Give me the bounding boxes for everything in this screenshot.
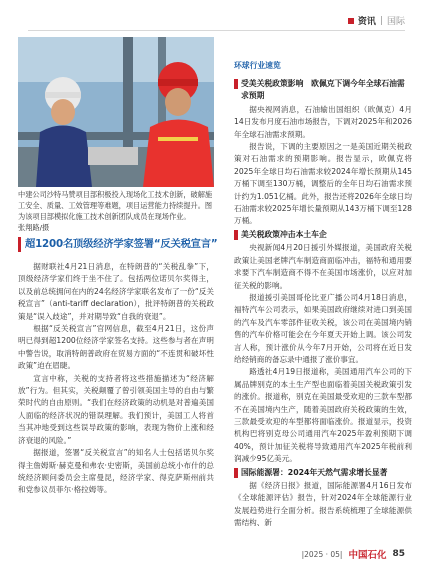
brief-paragraph: 报告说，下调的主要原因之一是美国近期关税政策对石油需求的预期影响。报告显示，欧佩克将2025年全球日均石油需求较2024年增长预期从145万桶下调至130万桶，调整后的全年日均石油需求预计约为1.051亿桶。此外，报告还将2026年全球日均石油需求较2025年增长量预期从143万桶下调至128万桶。 <box>234 142 412 226</box>
brief-marker-icon <box>234 468 238 478</box>
photo-caption: 中建公司沙特马赞项目部积极投入现场化工技术创新，破解施工安全、质量、工效管理等难题，项目运营能力持续提升。图为该项目部模拟化施工技术创新团队成员在现场作业。 张翔路/摄 <box>18 190 216 232</box>
brief-paragraph: 据央视网消息，石油输出国组织（欧佩克）4月14日发布月度石油市场报告，下调对2025年和2026年全球石油需求预期。 <box>234 104 412 139</box>
brief-paragraph: 路透社4月19日报道称，美国通用汽车公司的下属品牌别克的本土生产型也面临着美国关税政策引发的涨价。报道称，别克在美国最受欢迎的三款车型都不在美国境内生产，随着美国政府关税政策的生效，三款最受欢迎的车型都将面临涨价。报道显示，投资机构巴将别克母公司通用汽车2025年盈利预期下调40%，预计加征关税将导致通用汽车2025年税前利润减少95亿美元。 <box>234 367 412 464</box>
page-header <box>348 14 405 27</box>
page-footer <box>302 547 405 561</box>
brief-heading <box>234 467 412 479</box>
brief-heading-text: 国际能源署：2024年天然气需求增长显著 <box>241 467 388 477</box>
article-paragraph: 据报道，签署“反关税宣言”的知名人士包括诺贝尔奖得主詹姆斯·赫克曼和弗农·史密斯，美国前总统小布什的总统经济顾问委员会主席曼昆，经济学家、得克萨斯州前共和党参议员菲尔·格拉姆等。 <box>18 448 214 495</box>
brief-marker-icon <box>234 79 238 89</box>
brief-marker-icon <box>234 230 238 240</box>
section-label: 资讯 <box>357 17 376 27</box>
magazine-logo: 中国石化 <box>348 550 387 561</box>
brief-paragraph: 据《经济日报》报道，国际能源署4月16日发布《全球能源评估》报告，针对2024年全球能源行业发展趋势进行全面分析。报告系统梳理了全球能源供需结构、新 <box>234 481 412 528</box>
article-paragraph: 宣言中称，关税的支持者将这些措施描述为“经济解放”行为。但其实，关税颠覆了曾引领美国主导的自由与繁荣时代的自由原则。“我们在经济政策的动机是对普遍美国人面临的经济状况的错误理解。我们预计，美国工人将首当其冲地受到这些误导政策的影响，表现为物价上涨和经济衰退的风险。” <box>18 373 214 445</box>
headline-marker-icon <box>18 237 21 252</box>
brief-heading-text: 受美关税政策影响 欧佩克下调今年全球石油需求预期 <box>241 79 405 101</box>
brief-heading <box>234 229 412 241</box>
main-article <box>18 236 218 497</box>
section-marker-icon <box>348 18 354 24</box>
article-paragraph: 根据“反关税宣言”官网信息，截至4月21日，这份声明已得到超1200位经济学家签名支持。这些参与者在声明中警告说，取消特朗普政府在贸易方面的“不连贯和破坏性政策”迫在眉睫。 <box>18 324 214 371</box>
headline-text: 超1200名顶级经济学家签署“反关税宣言” <box>25 238 218 250</box>
subsection-label: 国际 <box>386 17 405 27</box>
article-body <box>18 261 214 497</box>
brief-heading-text: 美关税政策冲击本土车企 <box>241 229 327 239</box>
header-divider: | <box>379 15 383 26</box>
brief-paragraph: 报道援引美国哥伦比亚广播公司4月18日消息，福特汽车公司表示，如果美国政府继续对进口到美国的汽车及汽车零部件征收关税，该公司在美国境内销售的汽车价格可能会在今年夏天开始上调。该公司发言人称，预计涨价从今年7月开始，公司将在近日发给经销商的备忘录中通报了涨价事宜。 <box>234 292 412 364</box>
article-headline <box>18 236 218 252</box>
issue-number: |2025 · 05| <box>301 549 343 559</box>
article-paragraph: 据财联社4月21日消息，在特朗普的“关税乱拳”下，顶级经济学家们终于坐不住了。包括两位诺贝尔奖得主，以及前总统拥问在内的24名经济学家联名发布了一份“反关税宣言”（anti-tariff declaration），批评特朗普的关税政策是“误入歧途”，并对期导致“自我的衰退”。 <box>18 262 214 321</box>
brief-paragraph: 央视新闻4月20日援引外媒报道，美国政府关税政策让美国老牌汽车制造商面临冲击，福特和通用要求要下汽车制造商不得不在美国市场涨价，以应对加征关税的影响。 <box>234 243 412 290</box>
header-rule <box>28 30 405 31</box>
page-number: 85 <box>392 549 405 559</box>
briefs-section-title: 环球行业速览 <box>234 61 281 70</box>
industry-briefs <box>234 60 412 530</box>
oil-worker-photo <box>18 37 214 187</box>
photo-illustration <box>18 37 214 187</box>
brief-heading <box>234 78 412 103</box>
